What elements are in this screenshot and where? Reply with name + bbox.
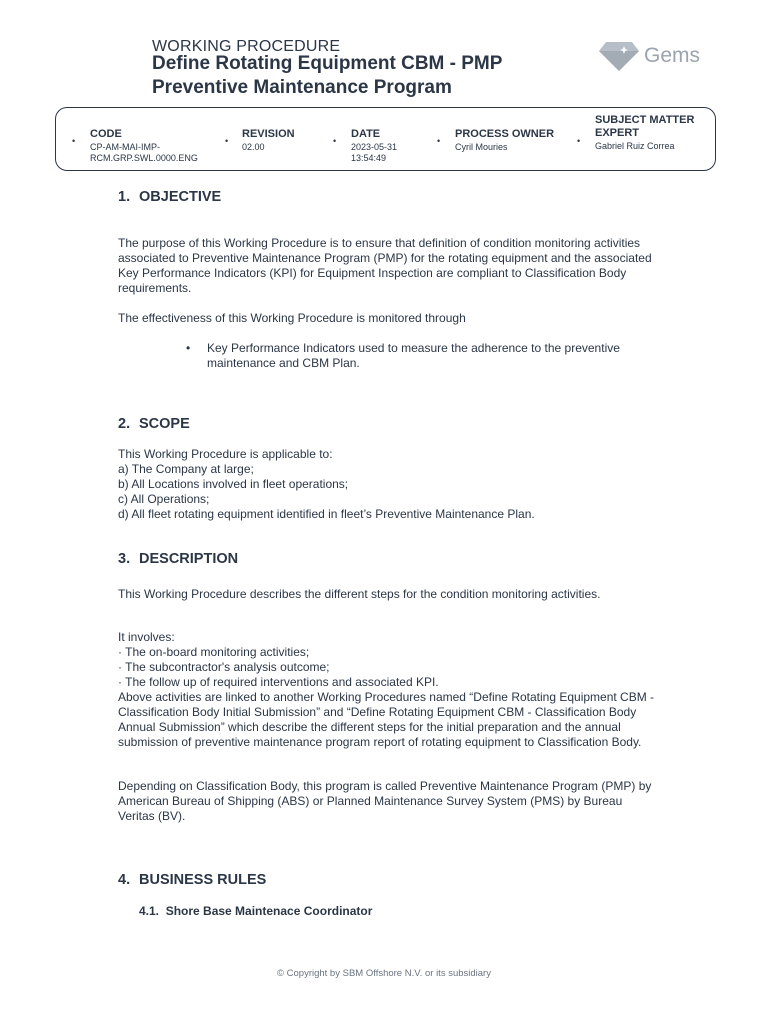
code-field	[90, 128, 230, 164]
revision-label: REVISION	[242, 128, 295, 140]
revision-value: 02.00	[242, 142, 265, 152]
code-value: CP-AM-MAI-IMP-RCM.GRP.SWL.0000.ENG	[90, 142, 198, 163]
section-heading-description	[118, 551, 238, 567]
process-owner-field	[455, 128, 565, 153]
section-heading-scope	[118, 416, 190, 432]
document-title: Define Rotating Equipment CBM - PMP Preventive Maintenance Program	[152, 53, 503, 98]
date-label: DATE	[351, 128, 381, 140]
section-heading-objective	[118, 189, 221, 205]
bullet-icon: •	[186, 341, 191, 355]
separator-dot: •	[225, 136, 229, 146]
scope-line: a) The Company at large;	[118, 462, 254, 476]
description-line: · The subcontractor's analysis outcome;	[118, 660, 330, 674]
objective-paragraph: The purpose of this Working Procedure is to ensure that definition of condition monitoring activities associated to Preventive Maintenance Program (PMP) for the rotating equipment and the associated Key Performance Indicators (KPI) for Equipment Inspection are compliant to Classification Body requirements.	[118, 236, 652, 295]
subsection-heading	[139, 904, 372, 918]
process-owner-label: PROCESS OWNER	[455, 128, 555, 140]
section-title: DESCRIPTION	[139, 551, 239, 567]
separator-dot: •	[577, 136, 581, 146]
description-line: It involves:	[118, 630, 175, 644]
scope-list	[118, 447, 658, 522]
section-number: 2.	[118, 416, 131, 432]
scope-line: c) All Operations;	[118, 492, 210, 506]
copyright-footer: © Copyright by SBM Offshore N.V. or its subsidiary	[277, 968, 491, 979]
subject-matter-expert-value: Gabriel Ruiz Correa	[595, 141, 675, 151]
description-line: · The on-board monitoring activities;	[118, 645, 310, 659]
date-value: 2023-05-31 13:54:49	[351, 142, 398, 163]
description-involves-block	[118, 630, 658, 750]
date-field	[351, 128, 409, 164]
separator-dot: •	[333, 136, 337, 146]
gem-icon	[598, 40, 640, 72]
process-owner-value: Cyril Mouries	[455, 142, 508, 152]
subject-matter-expert-label: SUBJECT MATTER EXPERT	[595, 114, 695, 139]
section-number: 3.	[118, 551, 131, 567]
objective-monitoring-paragraph: The effectiveness of this Working Procedure is monitored through	[118, 311, 466, 325]
section-heading-business-rules	[118, 872, 266, 888]
document-metadata-box	[55, 107, 716, 171]
description-classification-paragraph: Depending on Classification Body, this program is called Preventive Maintenance Program (PMP) by American Bureau of Shipping (ABS) or Planned Maintenance Survey System (PMS) by Bureau Veritas (BV).	[118, 779, 652, 823]
code-label: CODE	[90, 128, 122, 140]
logo-text: Gems	[644, 44, 701, 67]
separator-dot: •	[72, 136, 76, 146]
section-number: 1.	[118, 189, 131, 205]
subsection-title: Shore Base Maintenace Coordinator	[165, 904, 373, 918]
section-title: SCOPE	[139, 416, 190, 432]
document-type-label: WORKING PROCEDURE	[152, 38, 341, 55]
revision-field	[242, 128, 332, 153]
separator-dot: •	[437, 136, 441, 146]
objective-bullet-item	[186, 341, 626, 371]
bullet-text: Key Performance Indicators used to measure the adherence to the preventive maintenance and CBM Plan.	[207, 341, 620, 370]
description-linked-procedures-paragraph: Above activities are linked to another Working Procedures named “Define Rotating Equipment CBM - Classification Body Initial Submission” and “Define Rotating Equipment CBM - Classification Body Annual Submission” which describe the different steps for the initial preparation and the annual submission of preventive maintenance program report of rotating equipment to Classification Body.	[118, 690, 655, 749]
scope-line: d) All fleet rotating equipment identified in fleet’s Preventive Maintenance Plan.	[118, 507, 535, 521]
description-intro-paragraph: This Working Procedure describes the different steps for the condition monitoring activities.	[118, 587, 601, 601]
section-title: OBJECTIVE	[139, 189, 222, 205]
scope-line: b) All Locations involved in fleet operations;	[118, 477, 349, 491]
section-title: BUSINESS RULES	[139, 872, 267, 888]
description-line: · The follow up of required interventions and associated KPI.	[118, 675, 439, 689]
subject-matter-expert-field	[595, 114, 705, 152]
gems-logo	[598, 40, 700, 72]
section-number: 4.	[118, 872, 131, 888]
subsection-number: 4.1.	[139, 904, 160, 918]
scope-line: This Working Procedure is applicable to:	[118, 447, 333, 461]
